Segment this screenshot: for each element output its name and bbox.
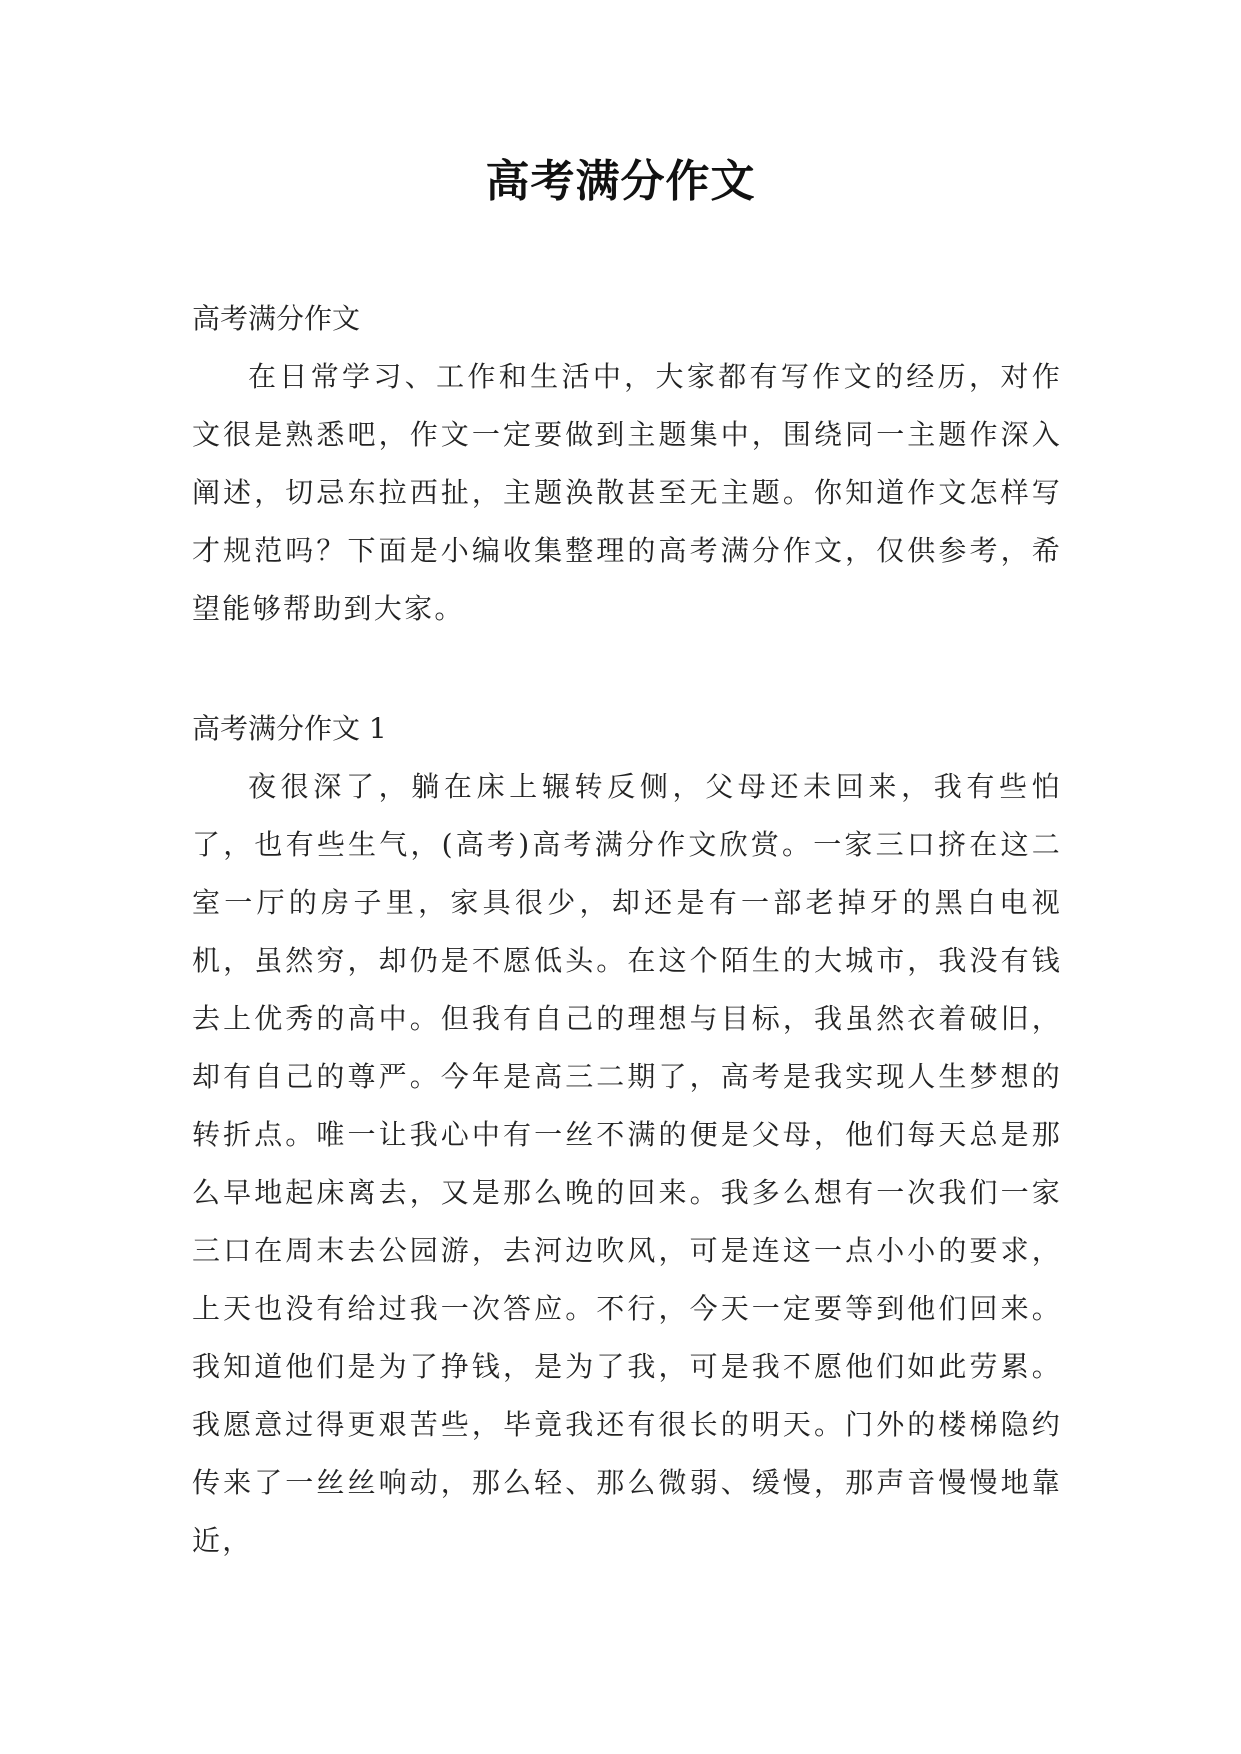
essay-1-heading: 高考满分作文 1 <box>192 712 387 745</box>
document-title: 高考满分作文 <box>485 156 756 207</box>
document-body <box>192 290 1062 1570</box>
intro-heading: 高考满分作文 <box>192 302 361 335</box>
intro-paragraph: 在日常学习、工作和生活中，大家都有写作文的经历，对作文很是熟悉吧，作文一定要做到主题集中，围绕同一主题作深入阐述，切忌东拉西扯，主题涣散甚至无主题。你知道作文怎样写才规范吗？下面是小编收集整理的高考满分作文，仅供参考，希望能够帮助到大家。 <box>192 360 1062 625</box>
section-spacer <box>192 638 1062 700</box>
essay-1-paragraph: 夜很深了，躺在床上辗转反侧，父母还未回来，我有些怕了，也有些生气，(高考)高考满分作文欣赏。一家三口挤在这二室一厅的房子里，家具很少，却还是有一部老掉牙的黑白电视机，虽然穷，却仍是不愿低头。在这个陌生的大城市，我没有钱去上优秀的高中。但我有自己的理想与目标，我虽然衣着破旧，却有自己的尊严。今年是高三二期了，高考是我实现人生梦想的转折点。唯一让我心中有一丝不满的便是父母，他们每天总是那么早地起床离去，又是那么晚的回来。我多么想有一次我们一家三口在周末去公园游，去河边吹风，可是连这一点小小的要求，上天也没有给过我一次答应。不行，今天一定要等到他们回来。我知道他们是为了挣钱，是为了我，可是我不愿他们如此劳累。我愿意过得更艰苦些，毕竟我还有很长的明天。门外的楼梯隐约传来了一丝丝响动，那么轻、那么微弱、缓慢，那声音慢慢地靠近， <box>192 770 1062 1557</box>
